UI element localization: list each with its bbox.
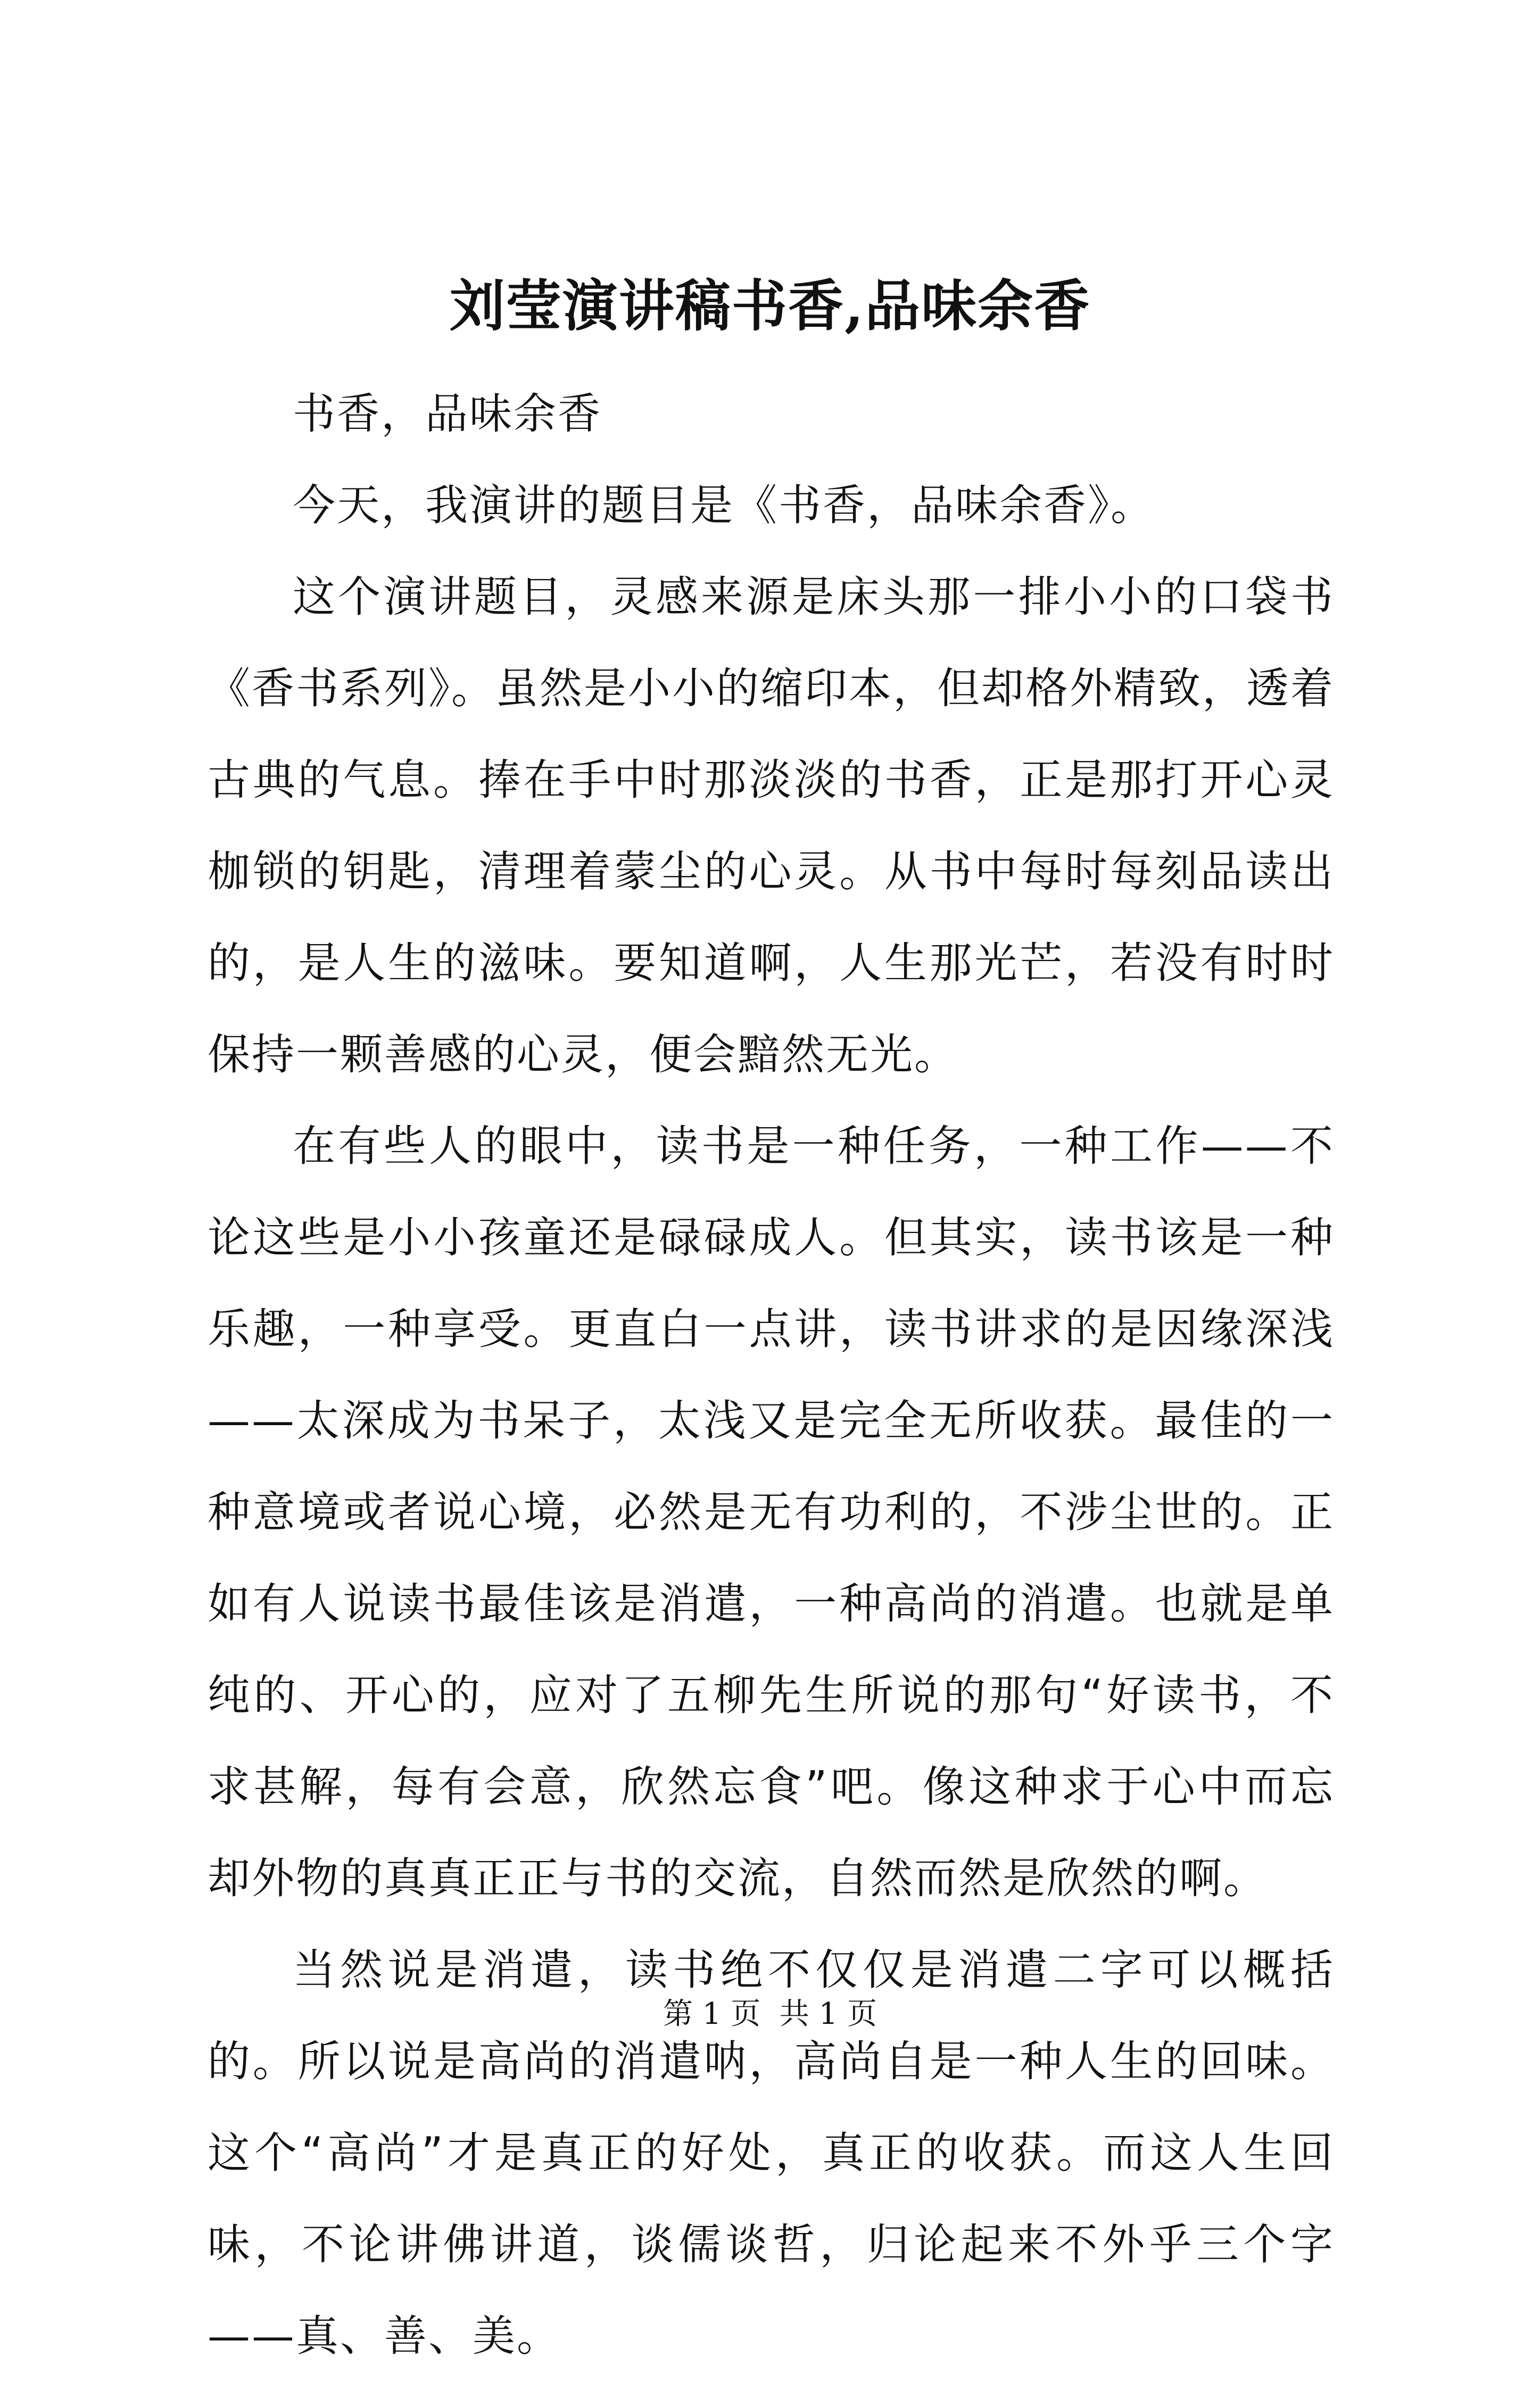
paragraph-conclusion: 当然说是消遣，读书绝不仅仅是消遣二字可以概括的。所以说是高尚的消遣呐，高尚自是一种人生的回味。这个“高尚”才是真正的好处，真正的收获。而这人生回味，不论讲佛讲道，谈儒谈哲，归论起来不外乎三个字——真、善、美。 (208, 1945, 1335, 2361)
paragraph-intro: 今天，我演讲的题目是《书香，品味余香》。 (293, 481, 1155, 530)
page-number: 第 1 页 共 1 页 (663, 1997, 877, 2031)
paragraph-reading-as-pleasure: 在有些人的眼中，读书是一种任务，一种工作——不论这些是小小孩童还是碌碌成人。但其实，读书该是一种乐趣，一种享受。更直白一点讲，读书讲求的是因缘深浅——太深成为书呆子，太浅又是完全无所收获。最佳的一种意境或者说心境，必然是无有功利的，不涉尘世的。正如有人说读书最佳该是消遣，一种高尚的消遣。也就是单纯的、开心的，应对了五柳先生所说的那句“好读书，不求甚解，每有会意，欣然忘食”吧。像这种求于心中而忘却外物的真真正正与书的交流，自然而然是欣然的啊。 (208, 1121, 1335, 1903)
page-footer (0, 1993, 1540, 2036)
paragraph-subtitle: 书香，品味余香 (293, 389, 602, 439)
paragraph-inspiration: 这个演讲题目，灵感来源是床头那一排小小的口袋书《香书系列》。虽然是小小的缩印本，但却格外精致，透着古典的气息。捧在手中时那淡淡的书香，正是那打开心灵枷锁的钥匙，清理着蒙尘的心灵。从书中每时每刻品读出的，是人生的滋味。要知道啊，人生那光芒，若没有时时保持一颗善感的心灵，便会黯然无光。 (208, 572, 1335, 1079)
document-body (208, 368, 1335, 2382)
document-title: 刘莹演讲稿书香,品味余香 (449, 273, 1091, 338)
